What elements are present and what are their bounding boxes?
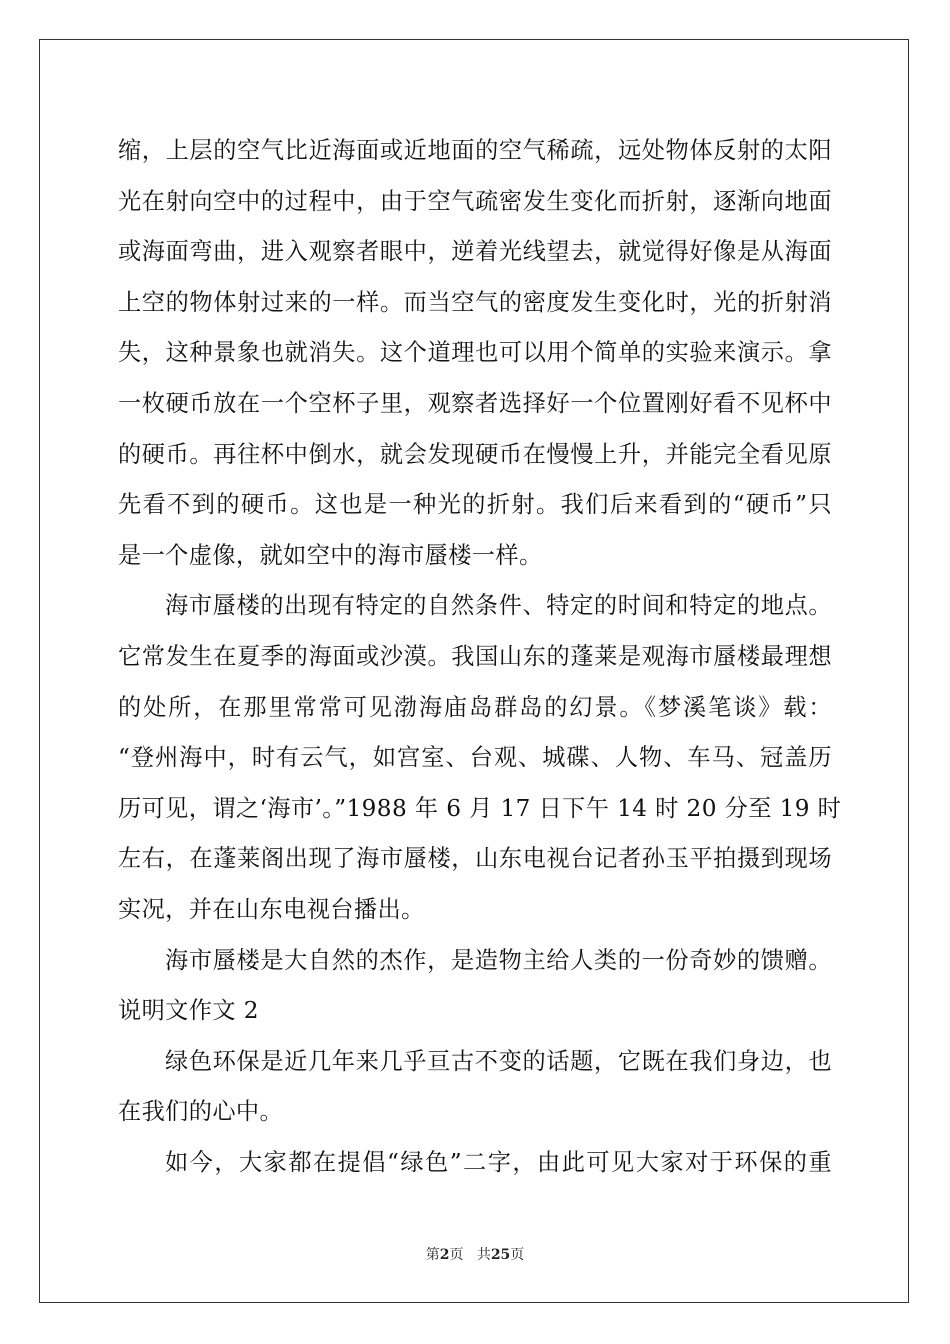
document-body bbox=[118, 126, 842, 1188]
text-line: 先看不到的硬币。这也是一种光的折射。我们后来看到的“硬币”只 bbox=[118, 491, 832, 519]
text-line: 左右，在蓬莱阁出现了海市蜃楼，山东电视台记者孙玉平拍摄到现场 bbox=[118, 845, 832, 873]
section-heading: 说明文作文 2 bbox=[118, 997, 259, 1025]
total-suffix: 页 bbox=[510, 1247, 525, 1263]
text-line: 的硬币。再往杯中倒水，就会发现硬币在慢慢上升，并能完全看见原 bbox=[118, 440, 832, 468]
paragraph-first-line: 如今，大家都在提倡“绿色”二字，由此可见大家对于环保的重 bbox=[165, 1148, 832, 1176]
text-line: 是一个虚像，就如空中的海市蜃楼一样。 bbox=[118, 541, 543, 569]
text-line: 上空的物体射过来的一样。而当空气的密度发生变化时，光的折射消 bbox=[118, 288, 832, 316]
page-footer bbox=[0, 1244, 950, 1264]
text-line: 实况，并在山东电视台播出。 bbox=[118, 895, 425, 923]
paragraph-first-line: 海市蜃楼是大自然的杰作，是造物主给人类的一份奇妙的馈赠。 bbox=[165, 946, 832, 974]
total-pages: 25 bbox=[490, 1247, 511, 1263]
paragraph-first-line: 绿色环保是近几年来几乎亘古不变的话题，它既在我们身边，也 bbox=[165, 1047, 832, 1075]
text-line: 缩，上层的空气比近海面或近地面的空气稀疏，远处物体反射的太阳 bbox=[118, 137, 832, 164]
text-line: 失，这种景象也就消失。这个道理也可以用个简单的实验来演示。拿 bbox=[118, 339, 832, 367]
text-line: 历可见，谓之‘海市’。”1988 年 6 月 17 日下午 14 时 20 分至 19 时 bbox=[118, 794, 842, 822]
text-line: “登州海中，时有云气，如宫室、台观、城碟、人物、车马、冠盖历 bbox=[118, 744, 832, 772]
page-prefix: 第 bbox=[425, 1247, 440, 1263]
text-line: 一枚硬币放在一个空杯子里，观察者选择好一个位置刚好看不见杯中 bbox=[118, 389, 832, 417]
text-line: 它常发生在夏季的海面或沙漠。我国山东的蓬莱是观海市蜃楼最理想 bbox=[118, 642, 832, 670]
text-line: 或海面弯曲，进入观察者眼中，逆着光线望去，就觉得好像是从海面 bbox=[118, 238, 832, 266]
text-line: 的处所，在那里常常可见渤海庙岛群岛的幻景。《梦溪笔谈》载： bbox=[118, 693, 832, 721]
paragraph-first-line: 海市蜃楼的出现有特定的自然条件、特定的时间和特定的地点。 bbox=[165, 592, 832, 620]
total-prefix: 共 bbox=[476, 1247, 491, 1263]
page-number: 2 bbox=[439, 1247, 450, 1263]
text-line: 在我们的心中。 bbox=[118, 1098, 284, 1126]
page-suffix: 页 bbox=[449, 1247, 464, 1263]
text-line: 光在射向空中的过程中，由于空气疏密发生变化而折射，逐渐向地面 bbox=[118, 187, 832, 215]
